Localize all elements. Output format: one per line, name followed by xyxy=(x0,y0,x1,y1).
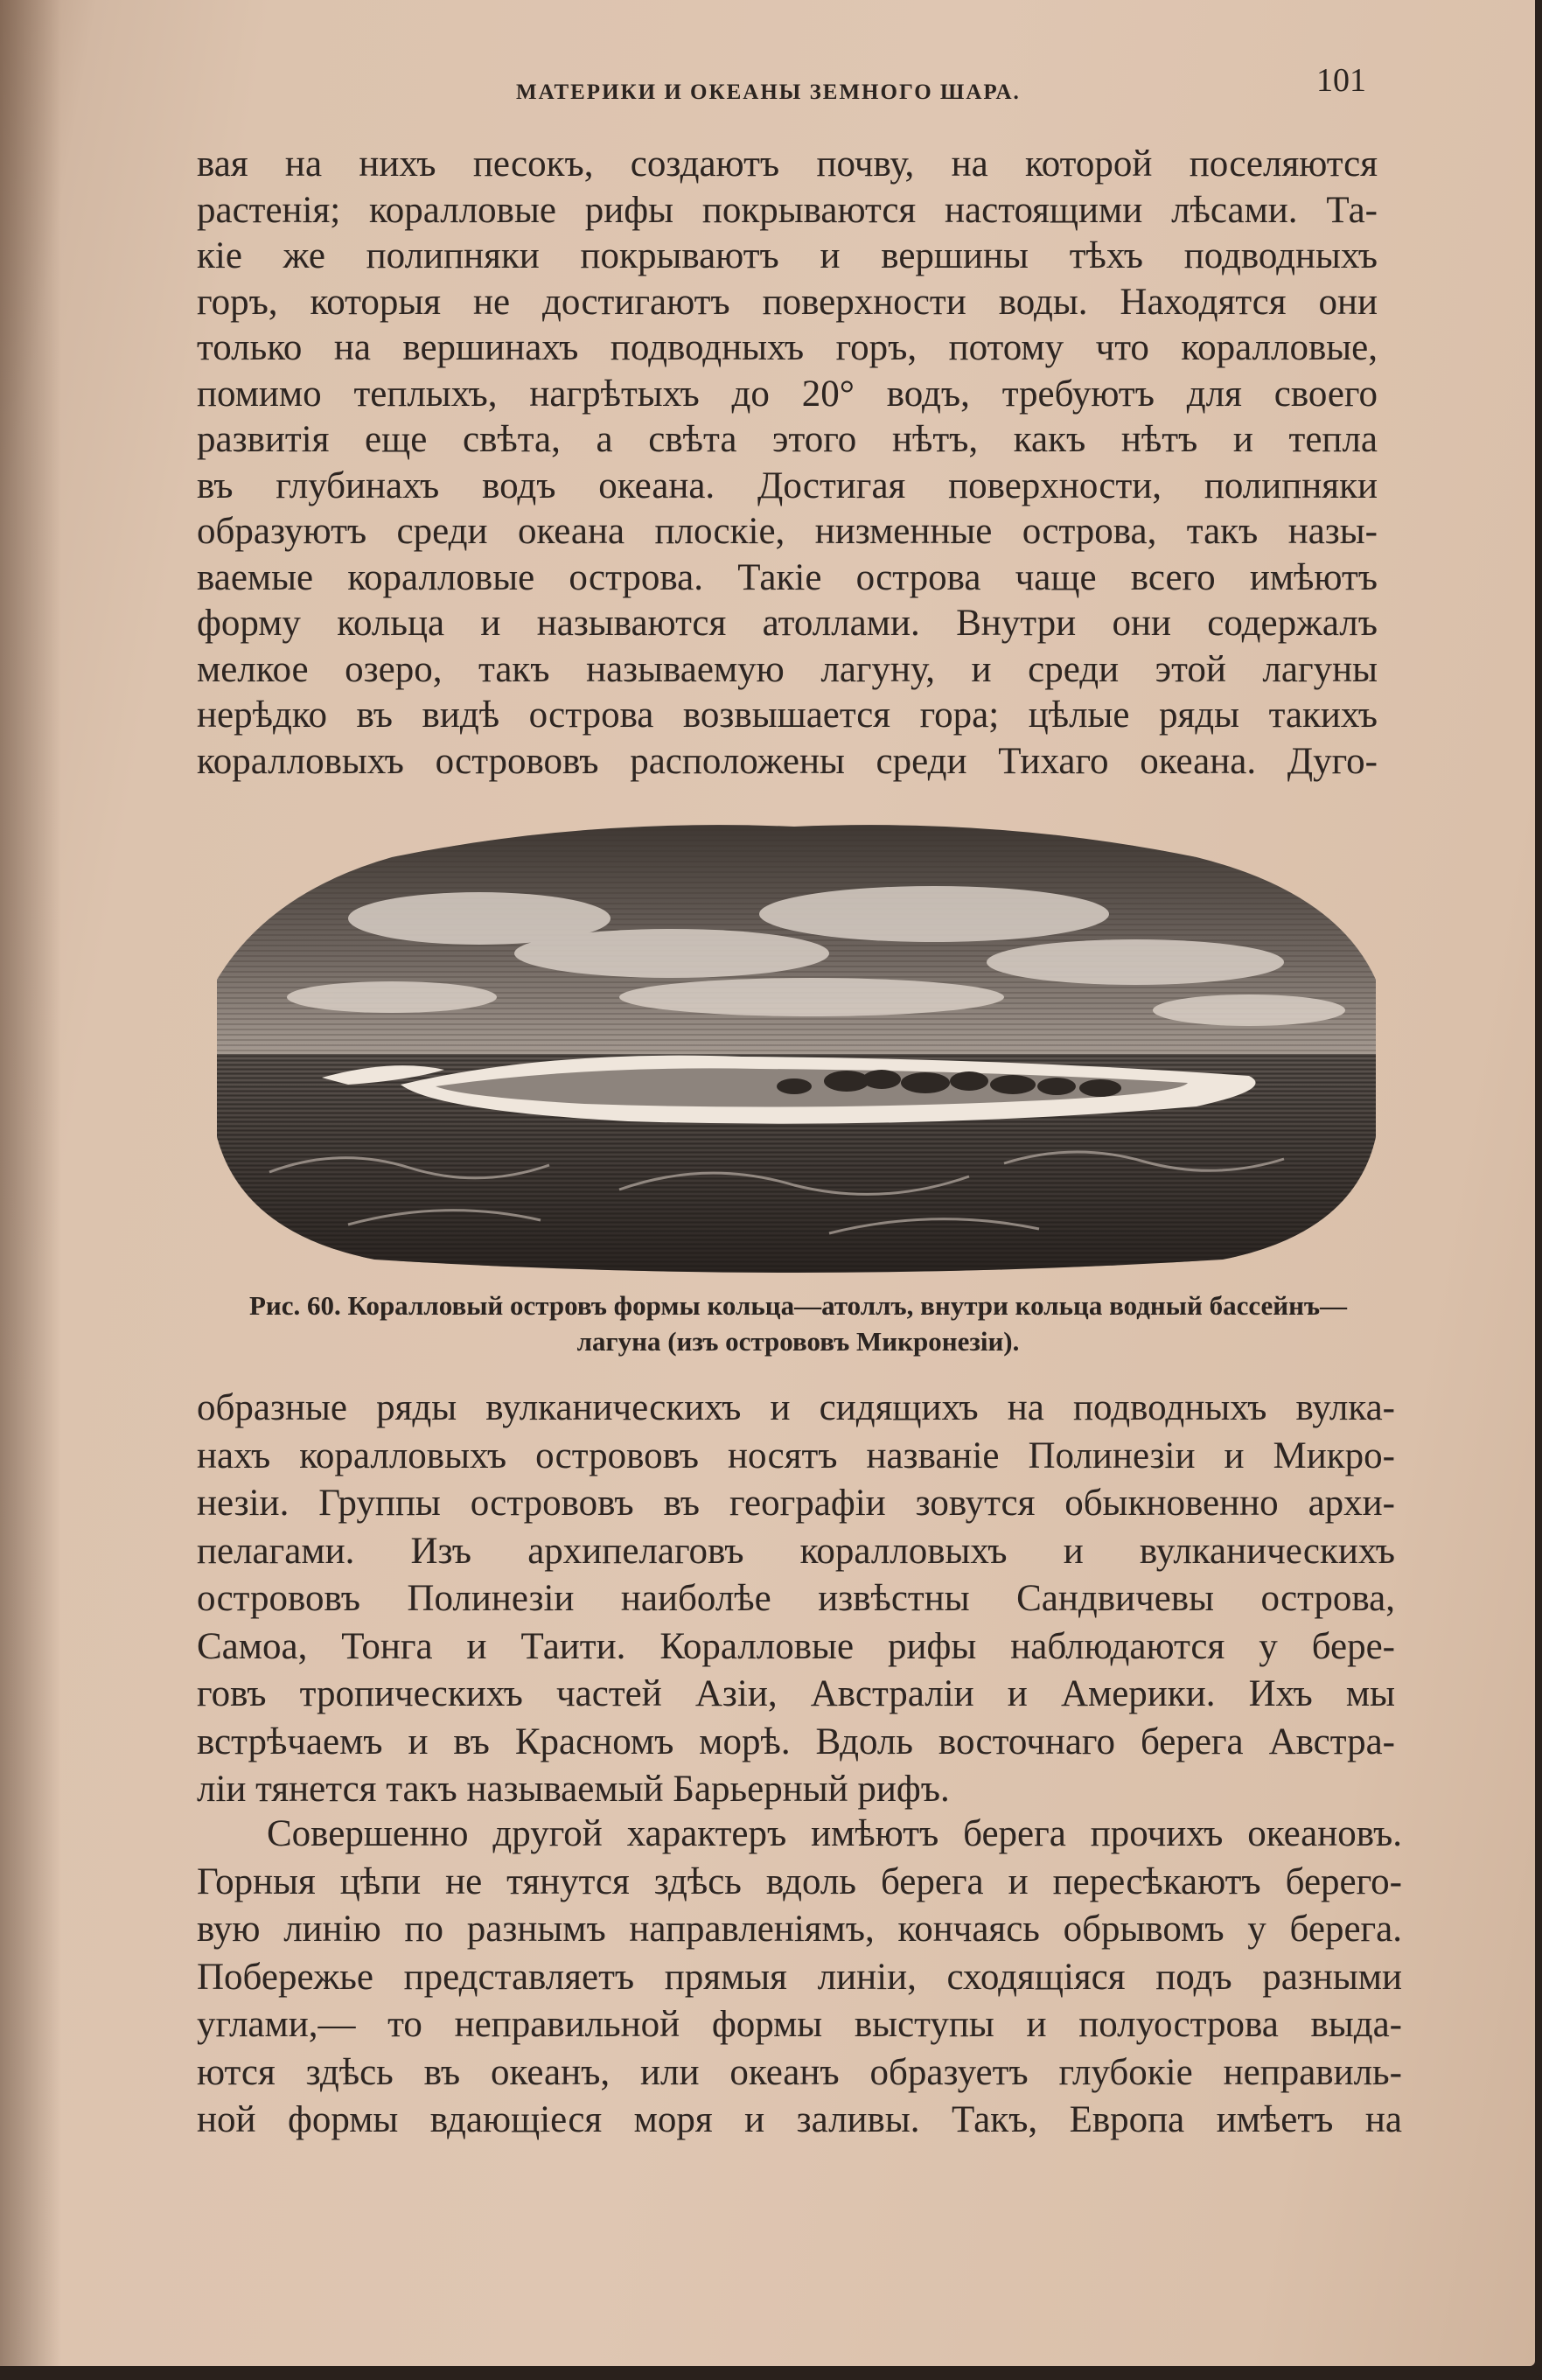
text-line: мелкое озеро, такъ называемую лагуну, и среди этой лагуны xyxy=(197,648,1378,690)
atoll-engraving xyxy=(217,822,1376,1277)
text-line: въ глубинахъ водъ океана. Достигая поверхности, полипняки xyxy=(197,464,1378,506)
text-line: образные ряды вулканическихъ и сидящихъ на подводныхъ вулка- xyxy=(197,1387,1395,1428)
text-line: ной формы вдающіеся моря и заливы. Такъ, Европа имѣетъ на xyxy=(197,2099,1402,2140)
paragraph-1 xyxy=(197,142,1378,785)
text-line: незіи. Группы острововъ въ географіи зовутся обыкновенно архи- xyxy=(197,1483,1395,1524)
text-line: вую линію по разнымъ направленіямъ, кончаясь обрывомъ у берега. xyxy=(197,1909,1402,1950)
text-line: ваемые коралловые острова. Такіе острова чаще всего имѣютъ xyxy=(197,556,1378,598)
text-line: пелагами. Изъ архипелаговъ коралловыхъ и вулканическихъ xyxy=(197,1530,1395,1572)
text-line: ліи тянется такъ называемый Барьерный рифъ. xyxy=(197,1769,950,1810)
page-number: 101 xyxy=(1316,62,1366,99)
paragraph-3 xyxy=(197,1811,1402,2145)
text-line: развитія еще свѣта, а свѣта этого нѣтъ, какъ нѣтъ и тепла xyxy=(197,419,1378,460)
text-line: встрѣчаемъ и въ Красномъ морѣ. Вдоль восточнаго берега Австра- xyxy=(197,1720,1395,1762)
text-line: говъ тропическихъ частей Азіи, Австраліи и Америки. Ихъ мы xyxy=(197,1673,1395,1714)
paragraph-2 xyxy=(197,1385,1395,1814)
text-line: Совершенно другой характеръ имѣютъ берега прочихъ океановъ. xyxy=(267,1813,1402,1854)
text-line: острововъ Полинезіи наиболѣе извѣстны Сандвичевы острова, xyxy=(197,1578,1395,1619)
running-head: МАТЕРИКИ И ОКЕАНЫ ЗЕМНОГО ШАРА. xyxy=(516,80,1021,104)
text-line: горъ, которыя не достигаютъ поверхности воды. Находятся они xyxy=(197,281,1378,323)
atoll-illustration xyxy=(217,822,1376,1277)
text-line: вая на нихъ песокъ, создаютъ почву, на которой поселяются xyxy=(197,143,1378,185)
text-line: нахъ коралловыхъ острововъ носятъ названіе Полинезіи и Микро- xyxy=(197,1434,1395,1476)
caption-line: Рис. 60. Коралловый островъ формы кольца—атоллъ, внутри кольца водный бассейнъ— xyxy=(248,1290,1348,1321)
text-line: образуютъ среди океана плоскіе, низменные острова, такъ назы- xyxy=(197,511,1378,552)
text-line: форму кольца и называются атоллами. Внутри они содержалъ xyxy=(197,603,1378,644)
figure-caption xyxy=(197,1288,1399,1359)
text-line: коралловыхъ острововъ расположены среди Тихаго океана. Дуго- xyxy=(197,740,1378,782)
text-line: растенія; коралловые рифы покрываются настоящими лѣсами. Та- xyxy=(197,189,1378,231)
text-line: только на вершинахъ подводныхъ горъ, потому что коралловые, xyxy=(197,327,1378,368)
page-spine-shadow xyxy=(0,0,61,2366)
text-line: помимо теплыхъ, нагрѣтыхъ до 20° водъ, требуютъ для своего xyxy=(197,373,1378,415)
text-line: нерѣдко въ видѣ острова возвышается гора; цѣлые ряды такихъ xyxy=(197,694,1378,736)
text-line: Побережье представляетъ прямыя линіи, сходящіяся подъ разными xyxy=(197,1956,1402,1998)
text-line: углами,— то неправильной формы выступы и полуострова выда- xyxy=(197,2004,1402,2045)
caption-line: лагуна (изъ острововъ Микронезіи). xyxy=(576,1326,1020,1357)
text-line: Горныя цѣпи не тянутся здѣсь вдоль берега и пересѣкаютъ берего- xyxy=(197,1860,1402,1902)
text-line: кіе же полипняки покрываютъ и вершины тѣхъ подводныхъ xyxy=(197,235,1378,276)
text-line: Самоа, Тонга и Таити. Коралловые рифы наблюдаются у бере- xyxy=(197,1625,1395,1667)
text-line: ются здѣсь въ океанъ, или океанъ образуетъ глубокіе неправиль- xyxy=(197,2051,1402,2093)
